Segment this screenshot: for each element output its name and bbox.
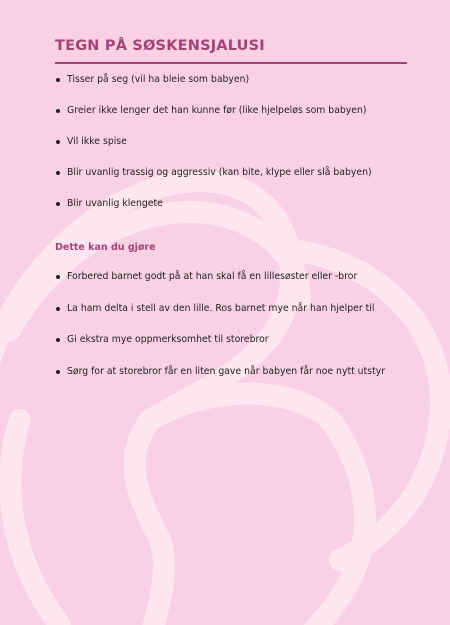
list-item xyxy=(55,270,407,284)
list-item-text: Blir uvanlig klengete xyxy=(67,198,163,209)
bullet-icon xyxy=(56,171,60,175)
list-item-text: Vil ikke spise xyxy=(67,136,127,147)
list-item-text: Gi ekstra mye oppmerksomhet til storebror xyxy=(67,334,269,345)
list-item xyxy=(55,333,407,347)
bullet-icon xyxy=(56,275,60,279)
bullet-icon xyxy=(56,370,60,374)
bullet-icon xyxy=(56,307,60,311)
title-divider xyxy=(55,62,407,64)
list-item xyxy=(55,365,407,379)
page-title: TEGN PÅ SØSKENSJALUSI xyxy=(55,38,265,54)
bullet-icon xyxy=(56,338,60,342)
list-item xyxy=(55,104,407,118)
list-item xyxy=(55,73,407,87)
list-item xyxy=(55,197,407,211)
signs-list xyxy=(55,73,407,211)
list-item-text: Tisser på seg (vil ha bleie som babyen) xyxy=(67,74,250,85)
list-item-text: Sørg for at storebror får en liten gave når babyen får noe nytt utstyr xyxy=(67,365,386,377)
bullet-icon xyxy=(56,140,60,144)
list-item-text: Forbered barnet godt på at han skal få en lillesøster eller -bror xyxy=(67,271,358,282)
list-item xyxy=(55,302,407,316)
list-item-text: Blir uvanlig trassig og aggressiv (kan bite, klype eller slå babyen) xyxy=(67,167,372,178)
list-item-text: La ham delta i stell av den lille. Ros barnet mye når han hjelper til xyxy=(67,302,375,314)
list-item xyxy=(55,135,407,149)
bullet-icon xyxy=(56,202,60,206)
bullet-icon xyxy=(56,109,60,113)
actions-list xyxy=(55,270,407,379)
section-heading: Dette kan du gjøre xyxy=(55,242,156,253)
list-item xyxy=(55,166,407,180)
bullet-icon xyxy=(56,78,60,82)
list-item-text: Greier ikke lenger det han kunne før (like hjelpeløs som babyen) xyxy=(67,105,367,116)
content-panel xyxy=(55,38,407,396)
